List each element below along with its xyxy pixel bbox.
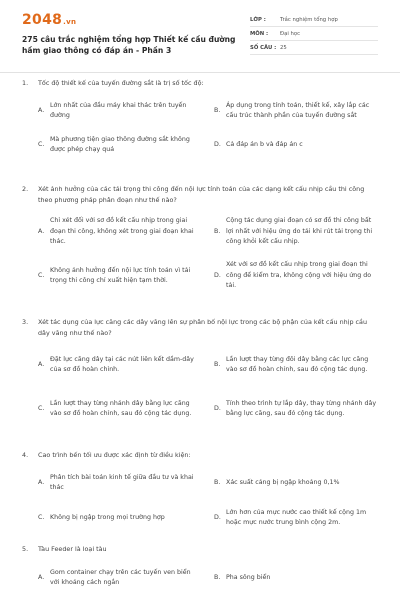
option-letter: B.: [214, 227, 221, 235]
logo-suffix: .vn: [63, 18, 77, 26]
question-text: Tàu Feeder là loại tàu: [38, 545, 107, 553]
question-5: [22, 544, 378, 586]
option-text: Lần lượt thay từng nhánh dây bằng lực căng vào sơ đồ hoàn chỉnh, sau đó cộng tác dụng.: [50, 399, 192, 417]
question-stem: [22, 78, 378, 89]
meta-row-count: [250, 41, 378, 55]
question-text: Xét tác dụng của lực căng các dây văng lên sự phân bố nội lực trong các bộ phận của kết cấu nhịp cầu dây văng như thế nào?: [38, 318, 368, 337]
site-logo[interactable]: [22, 12, 76, 28]
question-3: [22, 317, 378, 417]
option-text: Lần lượt thay từng đôi dây bằng các lực căng vào sơ đồ hoàn chỉnh, sau đó cộng tác dụng.: [226, 355, 369, 373]
option-d[interactable]: [214, 256, 378, 296]
option-a[interactable]: [38, 345, 208, 385]
option-text: Chỉ xét đối với sơ đồ kết cấu nhịp trong giai đoạn thi công, không xét trong giai đoạn khai thác.: [50, 217, 194, 246]
option-letter: C.: [38, 140, 45, 148]
option-b[interactable]: [214, 212, 378, 252]
option-c[interactable]: [38, 256, 208, 296]
meta-key: SỐ CÂU :: [250, 44, 277, 51]
question-2: [22, 184, 378, 290]
option-c[interactable]: [38, 502, 208, 534]
option-letter: A.: [38, 360, 45, 368]
meta-row-subject: [250, 27, 378, 41]
option-letter: A.: [38, 227, 45, 235]
option-letter: B.: [214, 478, 221, 486]
option-letter: A.: [38, 573, 45, 581]
option-text: Gom container chạy trên các tuyến ven biển với khoảng cách ngắn: [50, 568, 191, 586]
option-letter: B.: [214, 106, 221, 114]
document-title: 275 câu trắc nghiệm tổng hợp Thiết kế cầu đường hầm giao thông có đáp án - Phần 3: [22, 35, 236, 55]
option-letter: C.: [38, 404, 45, 412]
question-text: Xét ảnh hưởng của các tải trọng thi công đến nội lực tính toán của các dạng kết cấu nhịp cầu thi công theo phương pháp phân đoạn như thế nào?: [38, 185, 365, 204]
option-b[interactable]: [214, 466, 378, 500]
option-text: Không bị ngập trong mọi trường hợp: [50, 513, 165, 521]
question-number: 3.: [22, 318, 29, 326]
option-text: Không ảnh hưởng đến nội lực tính toán vì tải trọng thi công chỉ xuất hiện tạm thời.: [50, 266, 191, 284]
option-d[interactable]: [214, 389, 378, 429]
option-a[interactable]: [38, 212, 208, 252]
question-1: [22, 78, 378, 153]
question-stem: [22, 317, 378, 338]
option-text: Đặt lực căng dây tại các nút liên kết dầm-dây của sơ đồ hoàn chỉnh.: [50, 355, 194, 373]
header-divider: [0, 72, 400, 73]
question-text: Tốc độ thiết kế của tuyến đường sắt là trị số tốc độ:: [38, 79, 204, 87]
question-stem: [22, 544, 378, 555]
option-text: Cả đáp án b và đáp án c: [226, 140, 303, 148]
question-number: 5.: [22, 545, 29, 553]
option-text: Pha sông biển: [226, 573, 271, 581]
option-text: Xét với sơ đồ kết cấu nhịp trong giai đoạn thi công để kiểm tra, không cộng với hiệu ứng do tải.: [226, 261, 372, 290]
meta-value: 25: [280, 44, 287, 51]
option-c[interactable]: [38, 389, 208, 429]
option-d[interactable]: [214, 502, 378, 534]
option-text: Tính theo trình tự lắp dây, thay từng nhánh dây bằng lực căng, sau đó cộng tác dụng.: [226, 399, 377, 417]
question-4: [22, 450, 378, 526]
option-b[interactable]: [214, 94, 378, 128]
option-a[interactable]: [38, 560, 208, 596]
option-text: Phân tích bài toán kinh tế giữa đầu tư và khai thác: [50, 473, 194, 491]
option-letter: A.: [38, 478, 45, 486]
document-meta: [250, 13, 378, 55]
option-letter: A.: [38, 106, 45, 114]
option-text: Lớn hơn của mực nước cao thiết kế cộng 1m hoặc mực nước trung bình cộng 2m.: [226, 508, 367, 526]
option-c[interactable]: [38, 131, 208, 159]
option-a[interactable]: [38, 466, 208, 500]
question-stem: [22, 450, 378, 461]
question-number: 1.: [22, 79, 29, 87]
option-letter: D.: [214, 140, 221, 148]
logo-text: 2048: [22, 12, 63, 28]
option-text: Xác suất cảng bị ngập khoảng 0,1%: [226, 478, 340, 486]
meta-key: LỚP :: [250, 16, 266, 23]
option-letter: D.: [214, 271, 221, 279]
option-b[interactable]: [214, 560, 378, 596]
question-number: 4.: [22, 451, 29, 459]
option-a[interactable]: [38, 94, 208, 128]
option-letter: C.: [38, 513, 45, 521]
option-letter: C.: [38, 271, 45, 279]
meta-row-class: [250, 13, 378, 27]
meta-value: Đại học: [280, 30, 301, 37]
option-b[interactable]: [214, 345, 378, 385]
option-d[interactable]: [214, 131, 378, 159]
question-stem: [22, 184, 378, 205]
option-letter: B.: [214, 360, 221, 368]
option-text: Lớn nhất của đầu máy khai thác trên tuyến đường: [50, 101, 187, 119]
option-text: Cộng tác dụng giai đoạn có sơ đồ thi công bất lợi nhất với hiệu ứng do tải khi rút tải trọng thi công khỏi kết cấu nhịp.: [226, 217, 373, 246]
meta-value: Trắc nghiệm tổng hợp: [280, 16, 338, 23]
option-letter: D.: [214, 404, 221, 412]
question-text: Cao trình bến tối ưu được xác định từ điều kiện:: [38, 451, 191, 459]
option-letter: D.: [214, 513, 221, 521]
document-header: [22, 12, 378, 64]
meta-key: MÔN :: [250, 30, 269, 37]
option-letter: B.: [214, 573, 221, 581]
question-number: 2.: [22, 185, 29, 193]
option-text: Áp dụng trong tính toán, thiết kế, xây lắp các cấu trúc thành phần của tuyến đường sắt: [226, 101, 370, 119]
option-text: Mà phương tiện giao thông đường sắt không được phép chạy quá: [50, 135, 190, 153]
